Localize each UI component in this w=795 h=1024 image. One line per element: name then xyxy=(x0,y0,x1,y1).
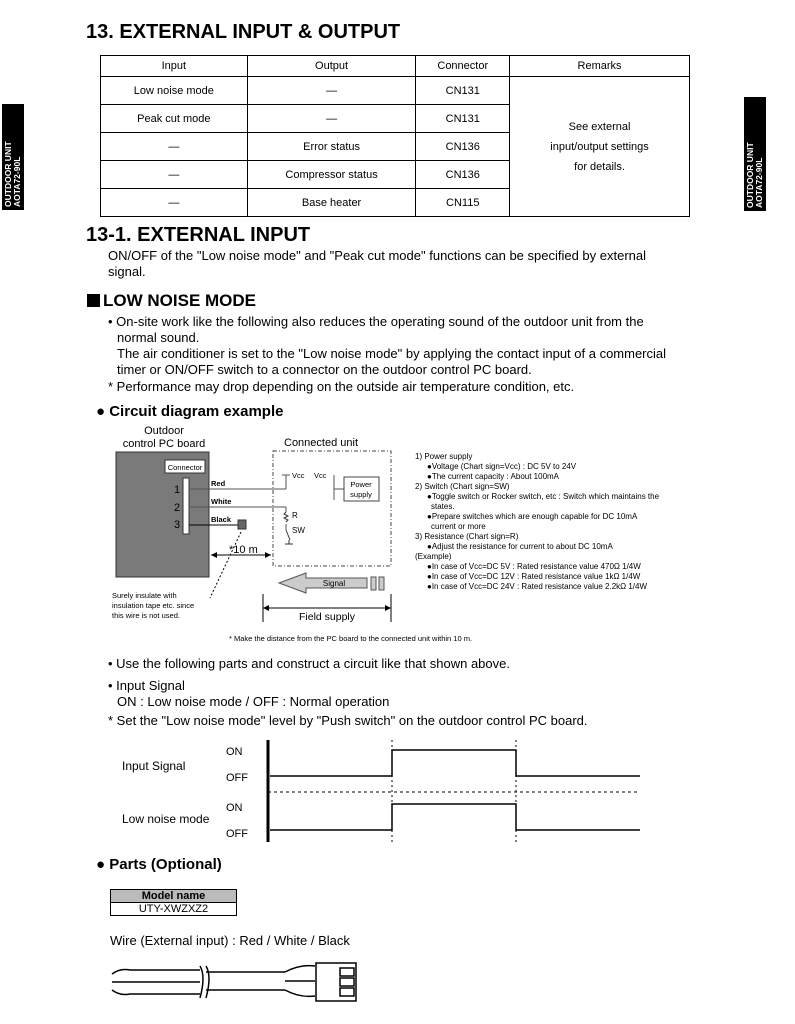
connected-unit-label: Connected unit xyxy=(284,437,358,449)
usage-4: * Set the "Low noise mode" level by "Push switch" on the outdoor control PC board. xyxy=(108,713,588,728)
spec-line: ●Adjust the resistance for current to about DC 10mA xyxy=(427,542,613,551)
off-label: OFF xyxy=(226,828,248,840)
spec-line: 3) Resistance (Chart sign=R) xyxy=(415,532,519,541)
remarks-line: See external xyxy=(568,120,631,133)
timing-chart xyxy=(122,740,640,842)
wire-label-red: Red xyxy=(211,479,226,488)
spec-line: current or more xyxy=(431,522,486,531)
low-noise-waveform xyxy=(270,804,640,830)
pin-2: 2 xyxy=(174,502,181,514)
insulate-note: this wire is not used. xyxy=(112,611,180,620)
r-label: R xyxy=(292,511,298,520)
spec-line: ●Prepare switches which are enough capable for DC 10mA xyxy=(427,512,638,521)
low-noise-title: LOW NOISE MODE xyxy=(103,291,256,310)
para-line: • On-site work like the following also reduces the operating sound of the outdoor unit from the xyxy=(108,314,644,329)
spec-line: ●The current capacity : About 100mA xyxy=(427,472,560,481)
power-supply-label: Power xyxy=(350,480,372,489)
connector xyxy=(183,478,189,534)
header-output: Output xyxy=(247,56,416,77)
cell-output: Compressor status xyxy=(247,161,416,189)
parts-model: UTY-XWZXZ2 xyxy=(111,903,237,916)
power-supply-label: supply xyxy=(350,490,372,499)
side-tab-line2: AOTA72-90L xyxy=(754,157,764,208)
sw-label: SW xyxy=(292,526,305,535)
intro-line: ON/OFF of the "Low noise mode" and "Peak cut mode" functions can be specified by external xyxy=(108,248,647,263)
resistor xyxy=(284,512,288,522)
spec-line: 1) Power supply xyxy=(415,452,473,461)
off-label: OFF xyxy=(226,772,248,784)
page-title: 13. EXTERNAL INPUT & OUTPUT xyxy=(86,21,401,43)
cell-connector: CN131 xyxy=(416,77,510,105)
cell-input: Peak cut mode xyxy=(101,105,248,133)
header-input: Input xyxy=(101,56,248,77)
usage-2: • Input Signal xyxy=(108,678,185,693)
low-noise-mode-label: Low noise mode xyxy=(122,812,210,826)
connected-unit-box xyxy=(273,451,391,566)
cell-connector: CN131 xyxy=(416,105,510,133)
header-remarks: Remarks xyxy=(510,56,690,77)
section-title: 13-1. EXTERNAL INPUT xyxy=(86,224,311,246)
on-label: ON xyxy=(226,802,243,814)
cell-connector: CN136 xyxy=(416,133,510,161)
cell-output: Error status xyxy=(247,133,416,161)
cell-input: Low noise mode xyxy=(101,77,248,105)
spec-line: ●In case of Vcc=DC 5V : Rated resistance value 470Ω 1/4W xyxy=(427,562,641,571)
cell-input: — xyxy=(101,133,248,161)
distance-label: *10 m xyxy=(229,544,258,556)
usage-1: • Use the following parts and construct a circuit like that shown above. xyxy=(108,656,510,671)
cell-output: — xyxy=(247,105,416,133)
input-signal-waveform xyxy=(270,750,640,776)
pin-1: 1 xyxy=(174,484,181,496)
remarks-line: input/output settings xyxy=(550,140,649,153)
spec-line: (Example) xyxy=(415,552,452,561)
insulate-note: Surely insulate with xyxy=(112,591,177,600)
spec-line: 2) Switch (Chart sign=SW) xyxy=(415,482,510,491)
on-label: ON xyxy=(226,746,243,758)
performance-note: * Performance may drop depending on the outside air temperature condition, etc. xyxy=(108,379,575,394)
board-label: Outdoor xyxy=(144,425,184,437)
intro-line: signal. xyxy=(108,264,146,279)
wire-label-white: White xyxy=(211,497,232,506)
cell-input: — xyxy=(101,161,248,189)
connector-label: Connector xyxy=(167,463,203,472)
side-tab-line2: AOTA72-90L xyxy=(12,156,22,207)
spec-line: ●Toggle switch or Rocker switch, etc : Switch which maintains the xyxy=(427,492,660,501)
remarks-line: for details. xyxy=(574,160,625,173)
pin-3: 3 xyxy=(174,519,181,531)
header-connector: Connector xyxy=(416,56,510,77)
cell-output: Base heater xyxy=(247,189,416,217)
side-tab-line1: OUTDOOR UNIT xyxy=(745,142,755,208)
cell-connector: CN136 xyxy=(416,161,510,189)
side-tab-line1: OUTDOOR UNIT xyxy=(3,141,13,207)
vcc-label: Vcc xyxy=(292,471,305,480)
para-line: normal sound. xyxy=(117,330,200,345)
wire-illustration xyxy=(112,963,356,1001)
circuit-specs xyxy=(415,452,660,591)
wire-label-black: Black xyxy=(211,515,232,524)
parts-header: Model name xyxy=(111,890,237,903)
parts-title: ● Parts (Optional) xyxy=(96,856,222,873)
cell-input: — xyxy=(101,189,248,217)
signal-label: Signal xyxy=(322,579,346,588)
vcc-label: Vcc xyxy=(314,471,327,480)
wire-description: Wire (External input) : Red / White / Black xyxy=(110,933,350,948)
cell-connector: CN115 xyxy=(416,189,510,217)
spec-line: ●Voltage (Chart sign=Vcc) : DC 5V to 24V xyxy=(427,462,577,471)
para-line: The air conditioner is set to the "Low noise mode" by applying the contact input of a commercial xyxy=(117,346,667,361)
spec-line: ●In case of Vcc=DC 12V : Rated resistance value 1kΩ 1/4W xyxy=(427,572,641,581)
input-signal-label: Input Signal xyxy=(122,759,186,773)
cell-output: — xyxy=(247,77,416,105)
switch xyxy=(286,530,290,540)
spec-line: states. xyxy=(431,502,455,511)
board-label: control PC board xyxy=(122,438,206,450)
field-supply-label: Field supply xyxy=(298,611,356,623)
distance-note: * Make the distance from the PC board to the connected unit within 10 m. xyxy=(229,634,473,643)
usage-3: ON : Low noise mode / OFF : Normal operation xyxy=(117,694,390,709)
circuit-title: ● Circuit diagram example xyxy=(96,403,284,420)
parts-table xyxy=(110,889,237,916)
spec-line: ●In case of Vcc=DC 24V : Rated resistance value 2.2kΩ 1/4W xyxy=(427,582,648,591)
insulate-note: insulation tape etc. since xyxy=(112,601,195,610)
para-line: timer or ON/OFF switch to a connector on the outdoor control PC board. xyxy=(117,362,532,377)
